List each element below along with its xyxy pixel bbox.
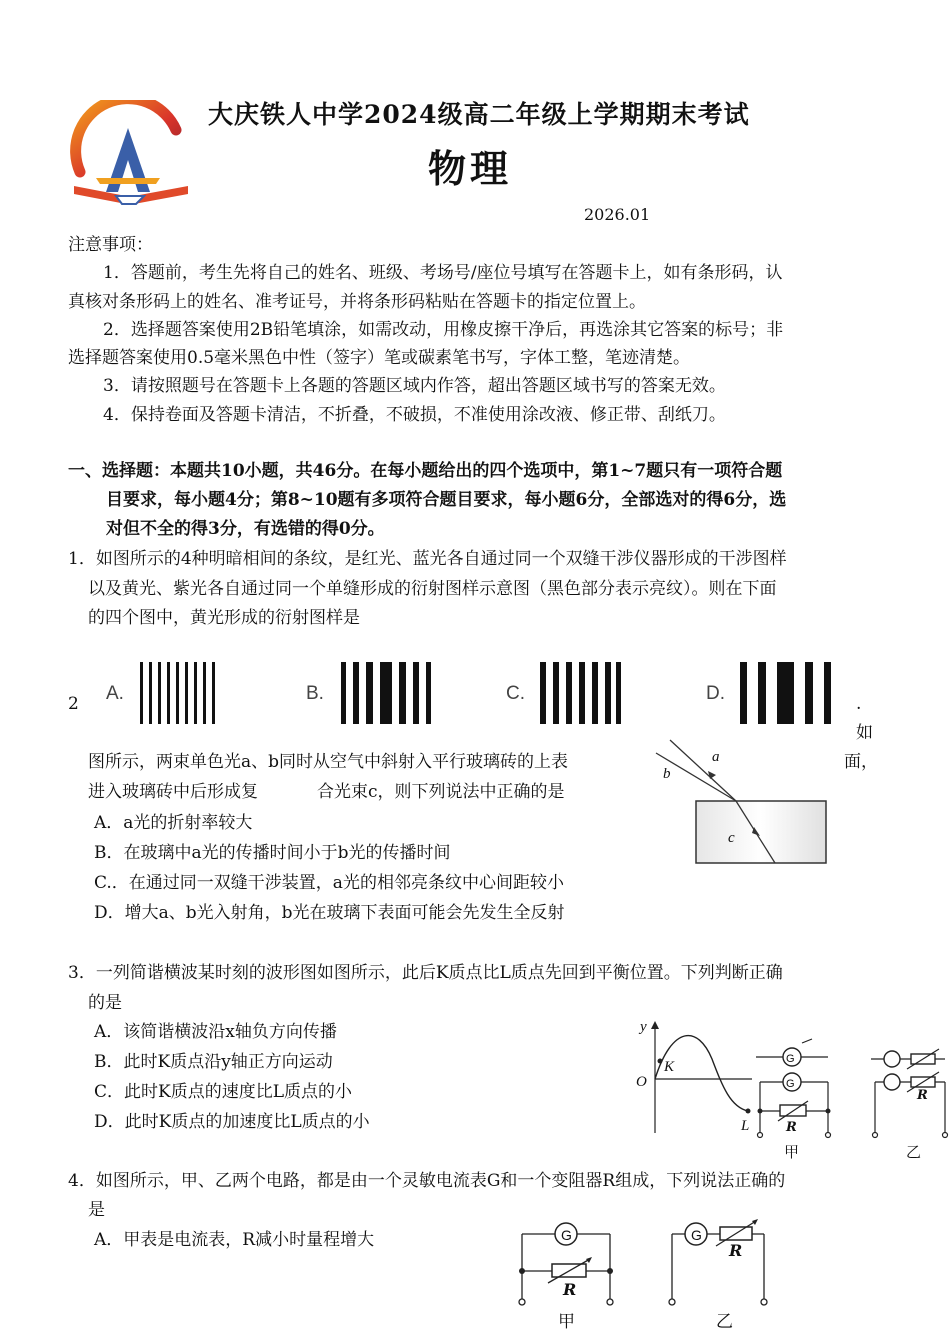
question-2-text: 如 bbox=[856, 723, 873, 743]
question-3-text: 的是 bbox=[88, 993, 122, 1013]
galvanometer-g-jia: G bbox=[561, 1227, 572, 1243]
trailing-dot: . bbox=[856, 694, 862, 714]
notice-heading: 注意事项： bbox=[68, 235, 153, 255]
galvanometer-g-yi: G bbox=[691, 1227, 702, 1243]
section-heading-cont: 目要求，每小题4分；第8~10题有多项符合题目要求，每小题6分，全部选对的得6分，选 bbox=[106, 490, 787, 510]
label-jia: 甲 bbox=[558, 1312, 575, 1332]
question-4-text: 4．如图所示，甲、乙两个电路，都是由一个灵敏电流表G和一个变阻器R组成，下列说法正确的 bbox=[68, 1171, 786, 1191]
small-resistor-r: R bbox=[786, 1120, 797, 1135]
label-yi: 乙 bbox=[716, 1312, 733, 1332]
question-1-text: 1．如图所示的4种明暗相间的条纹，是红光、蓝光各自通过同一个双缝干涉仪器形成的干涉图样 bbox=[68, 549, 787, 569]
question-4-text: 是 bbox=[88, 1200, 105, 1220]
q2-option-b: B．在玻璃中a光的传播时间小于b光的传播时间 bbox=[94, 843, 451, 863]
school-exam-title: 大庆铁人中学2024级高二年级上学期期末考试 bbox=[208, 100, 750, 129]
subject-title: 物理 bbox=[428, 146, 513, 191]
question-1-text: 的四个图中，黄光形成的衍射图样是 bbox=[88, 608, 360, 628]
section-heading-cont: 对但不全的得3分，有选错的得0分。 bbox=[106, 519, 385, 539]
small-label-yi: 乙 bbox=[906, 1143, 922, 1161]
resistor-r-yi: R bbox=[729, 1241, 743, 1260]
notice-line: 1．答题前，考生先将自己的姓名、班级、考场号/座位号填写在答题卡上，如有条形码，认 bbox=[103, 263, 783, 283]
axis-y-label: y bbox=[640, 1019, 647, 1035]
small-circuit-yi bbox=[865, 1045, 950, 1145]
q2-option-c: C.．在通过同一双缝干涉装置，a光的相邻亮条纹中心间距较小 bbox=[94, 873, 564, 893]
ray-b-label: b bbox=[663, 766, 671, 782]
wave-figure bbox=[630, 1015, 755, 1135]
q4-option-a: A．甲表是电流表，R减小时量程增大 bbox=[94, 1230, 375, 1250]
point-l-label: L bbox=[741, 1118, 750, 1134]
question-2-text: 合光束c，则下列说法中正确的是 bbox=[317, 782, 565, 802]
small-galvanometer-g: G bbox=[786, 1053, 795, 1065]
notice-line: 4．保持卷面及答题卡清洁，不折叠，不破损，不准使用涂改液、修正带、刮纸刀。 bbox=[103, 405, 726, 425]
ray-a-label: a bbox=[712, 749, 720, 765]
exam-date: 2026.01 bbox=[584, 205, 651, 224]
notice-line: 2．选择题答案使用2B铅笔填涂，如需改动，用橡皮擦干净后，再选涂其它答案的标号；非 bbox=[103, 320, 784, 340]
section-heading: 一、选择题：本题共10小题，共46分。在每小题给出的四个选项中，第1~7题只有一项符合题 bbox=[68, 461, 783, 481]
q1-pattern-c bbox=[538, 662, 622, 724]
q2-option-a: A．a光的折射率较大 bbox=[94, 813, 253, 833]
glass-brick-figure bbox=[650, 735, 835, 870]
circuit-yi bbox=[660, 1215, 775, 1310]
small-label-jia: 甲 bbox=[784, 1143, 800, 1161]
q3-option-a: A．该简谐横波沿x轴负方向传播 bbox=[94, 1022, 337, 1042]
q1-pattern-a bbox=[138, 662, 220, 724]
q1-option-d-label: D. bbox=[706, 683, 725, 704]
q3-option-c: C．此时K质点的速度比L质点的小 bbox=[94, 1082, 352, 1102]
q2-option-d: D．增大a、b光入射角，b光在玻璃下表面可能会先发生全反射 bbox=[94, 903, 565, 923]
small-resistor-r-yi: R bbox=[917, 1088, 928, 1103]
point-k-label: K bbox=[664, 1059, 675, 1075]
notice-line: 3．请按照题号在答题卡上各题的答题区域内作答，超出答题区域书写的答案无效。 bbox=[103, 376, 726, 396]
ray-c-label: c bbox=[728, 830, 735, 846]
resistor-r-jia: R bbox=[563, 1280, 577, 1299]
question-2-text: 图所示，两束单色光a、b同时从空气中斜射入平行玻璃砖的上表 bbox=[88, 752, 569, 772]
q1-pattern-b bbox=[338, 662, 433, 724]
question-2-text: 进入玻璃砖中后形成复 bbox=[88, 782, 258, 802]
origin-label: O bbox=[636, 1074, 647, 1090]
question-2-text: 面， bbox=[844, 752, 878, 772]
q3-option-b: B．此时K质点沿y轴正方向运动 bbox=[94, 1052, 333, 1072]
notice-line: 真核对条形码上的姓名、准考证号，并将条形码粘贴在答题卡的指定位置上。 bbox=[68, 292, 646, 312]
question-3-text: 3．一列简谐横波某时刻的波形图如图所示，此后K质点比L质点先回到平衡位置。下列判断正确 bbox=[68, 963, 783, 983]
school-logo bbox=[66, 100, 196, 215]
q1-option-c-label: C. bbox=[506, 683, 525, 704]
q1-option-a-label: A. bbox=[106, 683, 124, 704]
question-2-number: 2 bbox=[68, 694, 79, 714]
q3-option-d: D．此时K质点的加速度比L质点的小 bbox=[94, 1112, 370, 1132]
q1-option-b-label: B. bbox=[306, 683, 324, 704]
notice-line: 选择题答案使用0.5毫米黑色中性（签字）笔或碳素笔书写，字体工整，笔迹清楚。 bbox=[68, 348, 691, 368]
q1-pattern-d bbox=[738, 662, 834, 724]
question-1-text: 以及黄光、紫光各自通过同一个单缝形成的衍射图样示意图（黑色部分表示亮纹）。则在下面 bbox=[88, 579, 777, 599]
small-galvanometer-g2: G bbox=[786, 1078, 795, 1090]
